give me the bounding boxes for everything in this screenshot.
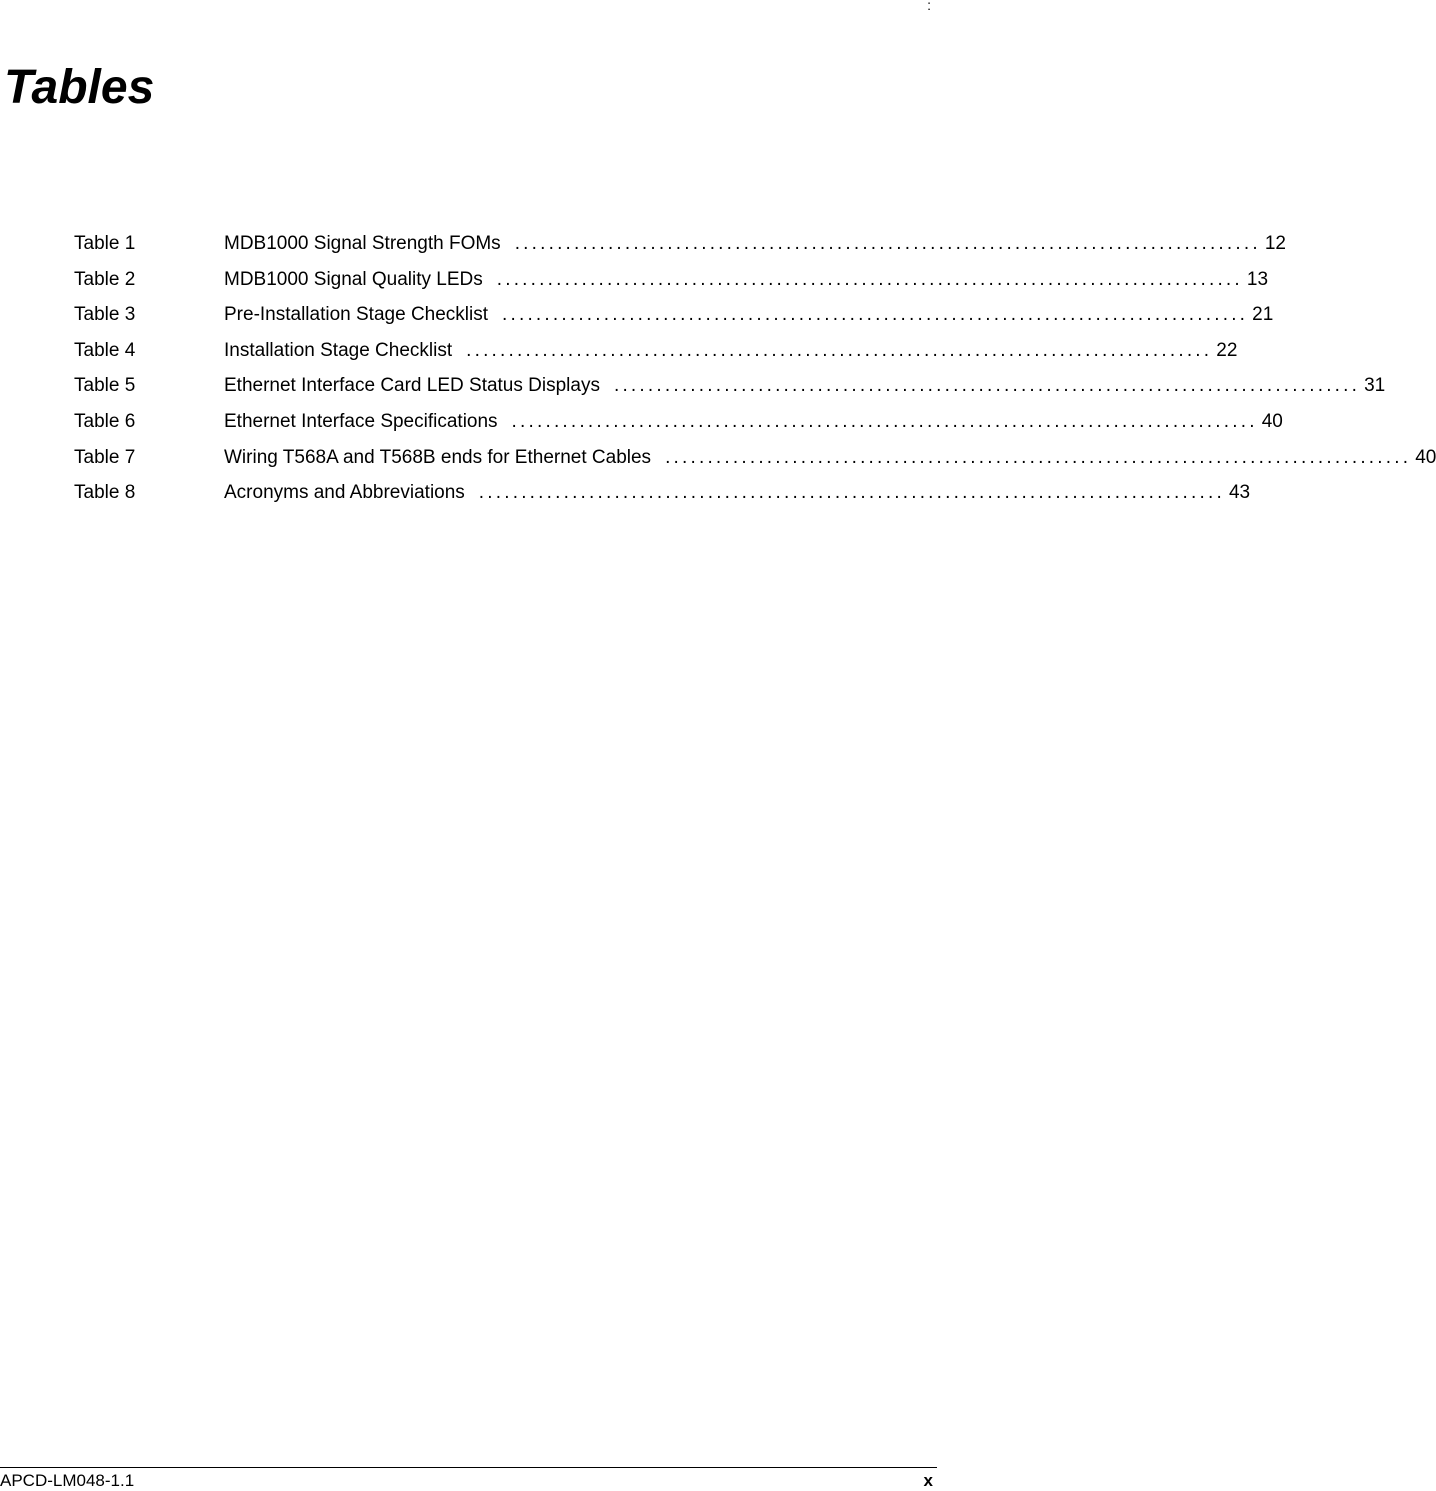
- footer-document-id: APCD-LM048-1.1: [0, 1471, 135, 1490]
- toc-entry-page: 22: [1216, 339, 1238, 361]
- toc-entry-label: Table 7: [74, 446, 136, 468]
- dot-leader: ........................................................................................: [514, 233, 1261, 254]
- toc-entry-table-5[interactable]: [74, 368, 1386, 404]
- dot-leader: ........................................................................................: [478, 482, 1225, 504]
- toc-entry-title: Installation Stage Checklist: [224, 339, 453, 361]
- toc-entry-label: Table 6: [74, 410, 136, 432]
- toc-entry-table-3[interactable]: [74, 297, 1274, 333]
- dot-leader: ........................................................................................: [496, 268, 1243, 290]
- toc-entry-label: Table 2: [74, 268, 136, 290]
- toc-entry-page: 40: [1261, 410, 1283, 432]
- toc-entry-page: 40: [1415, 446, 1436, 468]
- dot-leader: ........................................................................................: [466, 339, 1213, 361]
- toc-entry-table-2[interactable]: [74, 262, 1269, 298]
- table-list: [74, 226, 1436, 511]
- toc-entry-label: Table 1: [74, 233, 136, 254]
- footer-page-number: x: [923, 1471, 933, 1490]
- toc-entry-page: 43: [1228, 482, 1251, 504]
- toc-entry-label: Table 4: [74, 339, 136, 361]
- toc-entry-page: 12: [1264, 233, 1286, 254]
- toc-entry-title: Wiring T568A and T568B ends for Ethernet Cables: [224, 446, 652, 468]
- toc-entry-table-4[interactable]: [74, 333, 1238, 369]
- dot-leader: ........................................................................................: [502, 304, 1249, 326]
- toc-entry-table-1[interactable]: [74, 226, 1286, 262]
- toc-entry-title: Pre-Installation Stage Checklist: [224, 304, 489, 326]
- dot-leader: ........................................................................................: [511, 410, 1258, 432]
- toc-entry-table-7[interactable]: [74, 440, 1436, 476]
- toc-entry-page: 21: [1252, 304, 1274, 326]
- toc-entry-label: Table 5: [74, 375, 136, 397]
- toc-entry-table-8[interactable]: [74, 475, 1251, 511]
- dot-leader: ........................................................................................: [613, 375, 1361, 397]
- toc-entry-title: Ethernet Interface Specifications: [224, 410, 498, 432]
- page-title: Tables: [4, 61, 155, 114]
- toc-entry-title: Acronyms and Abbreviations: [224, 482, 465, 504]
- toc-entry-label: Table 3: [74, 304, 136, 326]
- toc-entry-label: Table 8: [74, 482, 136, 504]
- toc-entry-title: Ethernet Interface Card LED Status Displays: [224, 375, 600, 397]
- toc-entry-table-6[interactable]: [74, 404, 1283, 440]
- toc-entry-title: MDB1000 Signal Quality LEDs: [224, 268, 483, 290]
- toc-entry-page: 13: [1246, 268, 1269, 290]
- footer-divider: [0, 1467, 937, 1468]
- toc-entry-title: MDB1000 Signal Strength FOMs: [224, 233, 501, 254]
- dot-leader: ........................................................................................: [665, 446, 1412, 468]
- corner-mark: :: [927, 0, 931, 13]
- toc-entry-page: 31: [1364, 375, 1386, 397]
